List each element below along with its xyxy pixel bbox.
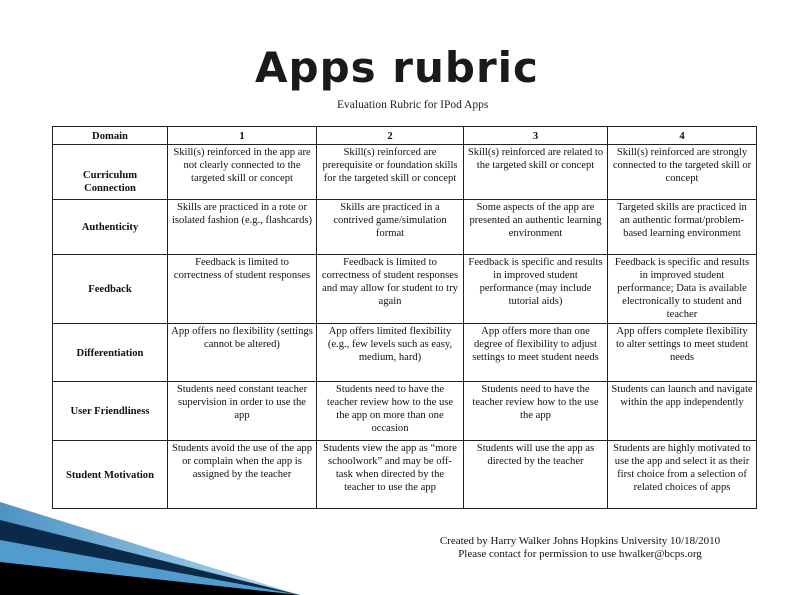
domain-cell: Student Motivation: [53, 441, 168, 509]
header-level-1: 1: [168, 127, 317, 145]
domain-cell: Differentiation: [53, 324, 168, 382]
rubric-cell: Targeted skills are practiced in an authentic format/problem-based learning environment: [608, 200, 757, 255]
domain-cell: User Friendliness: [53, 382, 168, 441]
rubric-cell: App offers limited flexibility (e.g., few levels such as easy, medium, hard): [317, 324, 464, 382]
rubric-cell: Students need constant teacher supervision in order to use the app: [168, 382, 317, 441]
rubric-cell: Skill(s) reinforced are prerequisite or foundation skills for the targeted skill or concept: [317, 145, 464, 200]
slide-title: Apps rubric: [255, 43, 539, 92]
domain-cell: Feedback: [53, 255, 168, 324]
header-level-4: 4: [608, 127, 757, 145]
header-row: [53, 127, 757, 145]
table-row: [53, 200, 757, 255]
table-row: [53, 255, 757, 324]
rubric-cell: Skill(s) reinforced are strongly connected to the targeted skill or concept: [608, 145, 757, 200]
table-row: [53, 382, 757, 441]
rubric-cell: Feedback is limited to correctness of student responses and may allow for student to try again: [317, 255, 464, 324]
domain-cell: Authenticity: [53, 200, 168, 255]
rubric-cell: Students can launch and navigate within the app independently: [608, 382, 757, 441]
rubric-cell: Skills are practiced in a rote or isolated fashion (e.g., flashcards): [168, 200, 317, 255]
rubric-cell: Skill(s) reinforced in the app are not clearly connected to the targeted skill or concept: [168, 145, 317, 200]
table-row: [53, 145, 757, 200]
corner-swoosh-decoration: [0, 500, 300, 595]
rubric-cell: Students need to have the teacher review how to the use the app on more than one occasion: [317, 382, 464, 441]
header-level-3: 3: [464, 127, 608, 145]
rubric-cell: Students view the app as “more schoolwork” and may be off-task when directed by the teacher to use the app: [317, 441, 464, 509]
credit-contact-line: Please contact for permission to use hwalker@bcps.org: [458, 548, 702, 560]
rubric-cell: Students need to have the teacher review how to the use the app: [464, 382, 608, 441]
rubric-cell: Some aspects of the app are presented an authentic learning environment: [464, 200, 608, 255]
rubric-cell: Students will use the app as directed by the teacher: [464, 441, 608, 509]
credit-author-line: Created by Harry Walker Johns Hopkins University 10/18/2010: [439, 535, 721, 547]
rubric-cell: Feedback is specific and results in improved student performance (may include tutorial aids): [464, 255, 608, 324]
rubric-cell: Skill(s) reinforced are related to the targeted skill or concept: [464, 145, 608, 200]
rubric-cell: App offers more than one degree of flexibility to adjust settings to meet student needs: [464, 324, 608, 382]
credit-footer: [410, 535, 750, 561]
table-row: [53, 441, 757, 509]
header-domain: Domain: [53, 127, 168, 145]
rubric-cell: Students are highly motivated to use the app and select it as their first choice from a selection of related choices of apps: [608, 441, 757, 509]
table-row: [53, 324, 757, 382]
rubric-cell: Students avoid the use of the app or complain when the app is assigned by the teacher: [168, 441, 317, 509]
rubric-table: [52, 126, 757, 509]
rubric-cell: Feedback is limited to correctness of student responses: [168, 255, 317, 324]
rubric-subtitle: Evaluation Rubric for IPod Apps: [337, 99, 489, 111]
rubric-cell: Feedback is specific and results in improved student performance; Data is available electronically to student and teacher: [608, 255, 757, 324]
rubric-cell: App offers complete flexibility to alter settings to meet student needs: [608, 324, 757, 382]
domain-cell: Curriculum Connection: [53, 145, 168, 200]
rubric-cell: App offers no flexibility (settings cannot be altered): [168, 324, 317, 382]
header-level-2: 2: [317, 127, 464, 145]
rubric-cell: Skills are practiced in a contrived game/simulation format: [317, 200, 464, 255]
